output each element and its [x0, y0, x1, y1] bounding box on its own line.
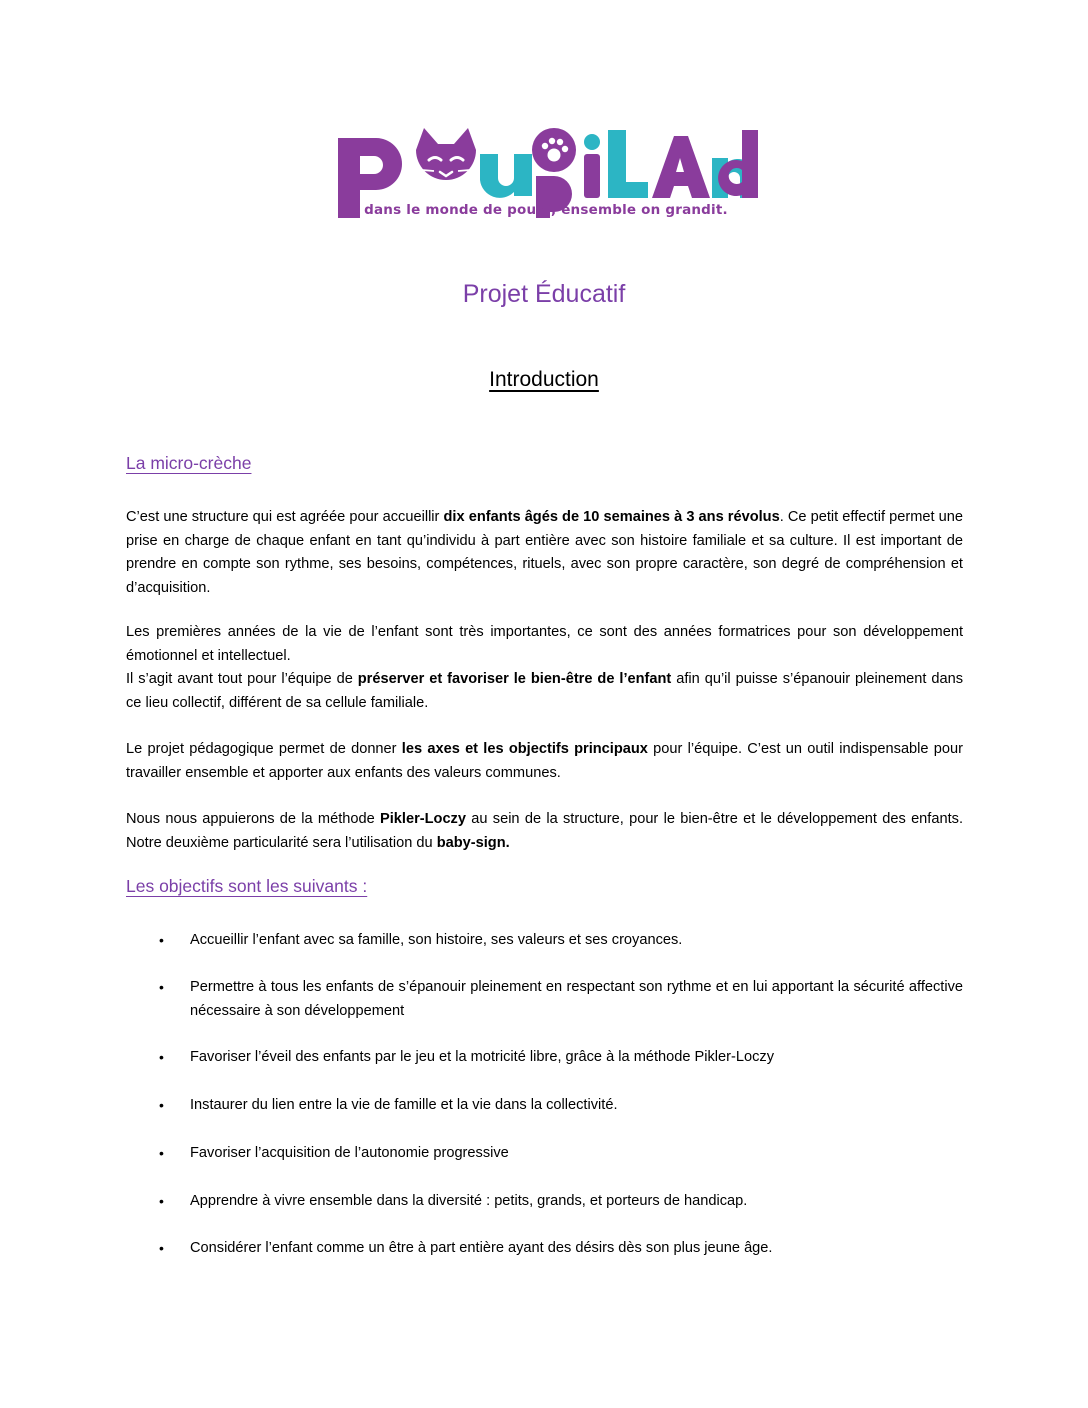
paragraph-text: pour l’équipe. C’est un outil indispensable pour travailler ensemble et apporter aux enfants des valeurs communes. [126, 741, 963, 781]
bullet-icon: • [159, 1145, 164, 1161]
list-item-text: Favoriser l’éveil des enfants par le jeu et la motricité libre, grâce à la méthode Pikler-Loczy [190, 1049, 775, 1065]
list-item [159, 929, 963, 953]
section-heading-micro-creche: La micro-crèche [126, 453, 252, 473]
list-item [159, 1142, 963, 1166]
paragraph-text: Il s’agit avant tout pour l’équipe de [126, 671, 358, 687]
bullet-icon: • [159, 1193, 164, 1209]
bullet-icon: • [159, 1240, 164, 1256]
list-item-text: Instaurer du lien entre la vie de famille et la vie dans la collectivité. [190, 1097, 618, 1113]
paragraph-text: Le projet pédagogique permet de donner [126, 741, 402, 757]
list-item [159, 1190, 963, 1214]
paragraph-text: au sein de la structure, pour le bien-être et le développement des enfants. Notre deuxième particularité sera l’utilisation du [126, 811, 963, 851]
section-heading-objectifs: Les objectifs sont les suivants : [126, 876, 368, 896]
list-item-text: Considérer l’enfant comme un être à part entière ayant des désirs dès son plus jeune âge. [190, 1240, 773, 1256]
paragraph-text: C’est une structure qui est agréée pour accueillir [126, 509, 444, 525]
document-title: Projet Éducatif [462, 280, 626, 308]
list-item-text: Permettre à tous les enfants de s’épanouir pleinement en respectant son rythme et en lui apportant la sécurité affective nécessaire à son développement [190, 979, 963, 1019]
paragraph-bold-text: baby-sign. [436, 834, 510, 851]
list-item-text: Favoriser l’acquisition de l’autonomie progressive [190, 1145, 509, 1161]
paragraph-text: afin qu’il puisse s’épanouir pleinement dans ce lieu collectif, différent de sa cellule familiale. [126, 671, 963, 711]
bullet-icon: • [159, 979, 164, 995]
bullet-icon: • [159, 932, 164, 948]
list-item [159, 1046, 963, 1070]
list-item [159, 1237, 963, 1261]
paragraph-bold-text: dix enfants âgés de 10 semaines à 3 ans révolus [443, 509, 780, 525]
bullet-icon: • [159, 1049, 164, 1065]
list-item [159, 1094, 963, 1118]
list-item-text: Apprendre à vivre ensemble dans la diversité : petits, grands, et porteurs de handicap. [190, 1193, 748, 1209]
introduction-heading-text: Introduction [489, 368, 599, 391]
paragraph-text: Nous nous appuierons de la méthode [126, 811, 380, 827]
paragraph-bold-text: préserver et favoriser le bien-être de l’enfant [357, 671, 672, 687]
paragraph-bold-text: Pikler-Loczy [380, 811, 466, 827]
list-item [159, 976, 963, 1023]
paragraph-premieres-annees: Les premières années de la vie de l’enfant sont très importantes, ce sont des années formatrices pour son développement émotionnel et intellectuel. [126, 624, 963, 664]
paragraph-bold-text: les axes et les objectifs principaux [401, 741, 648, 757]
logo-tagline: dans le monde de poupi, ensemble on grandit. [364, 202, 728, 218]
list-item-text: Accueillir l’enfant avec sa famille, son histoire, ses valeurs et ses croyances. [190, 932, 683, 948]
bullet-icon: • [159, 1097, 164, 1113]
paragraph-text: . Ce petit effectif permet une prise en charge de chaque enfant en tant qu’individu à part entière avec son histoire familiale et sa culture. Il est important de prendre en compte son rythme, ses besoins, compétences, rituels, avec son propre caractère, son degré de compréhension et d’acquisition. [126, 509, 963, 596]
